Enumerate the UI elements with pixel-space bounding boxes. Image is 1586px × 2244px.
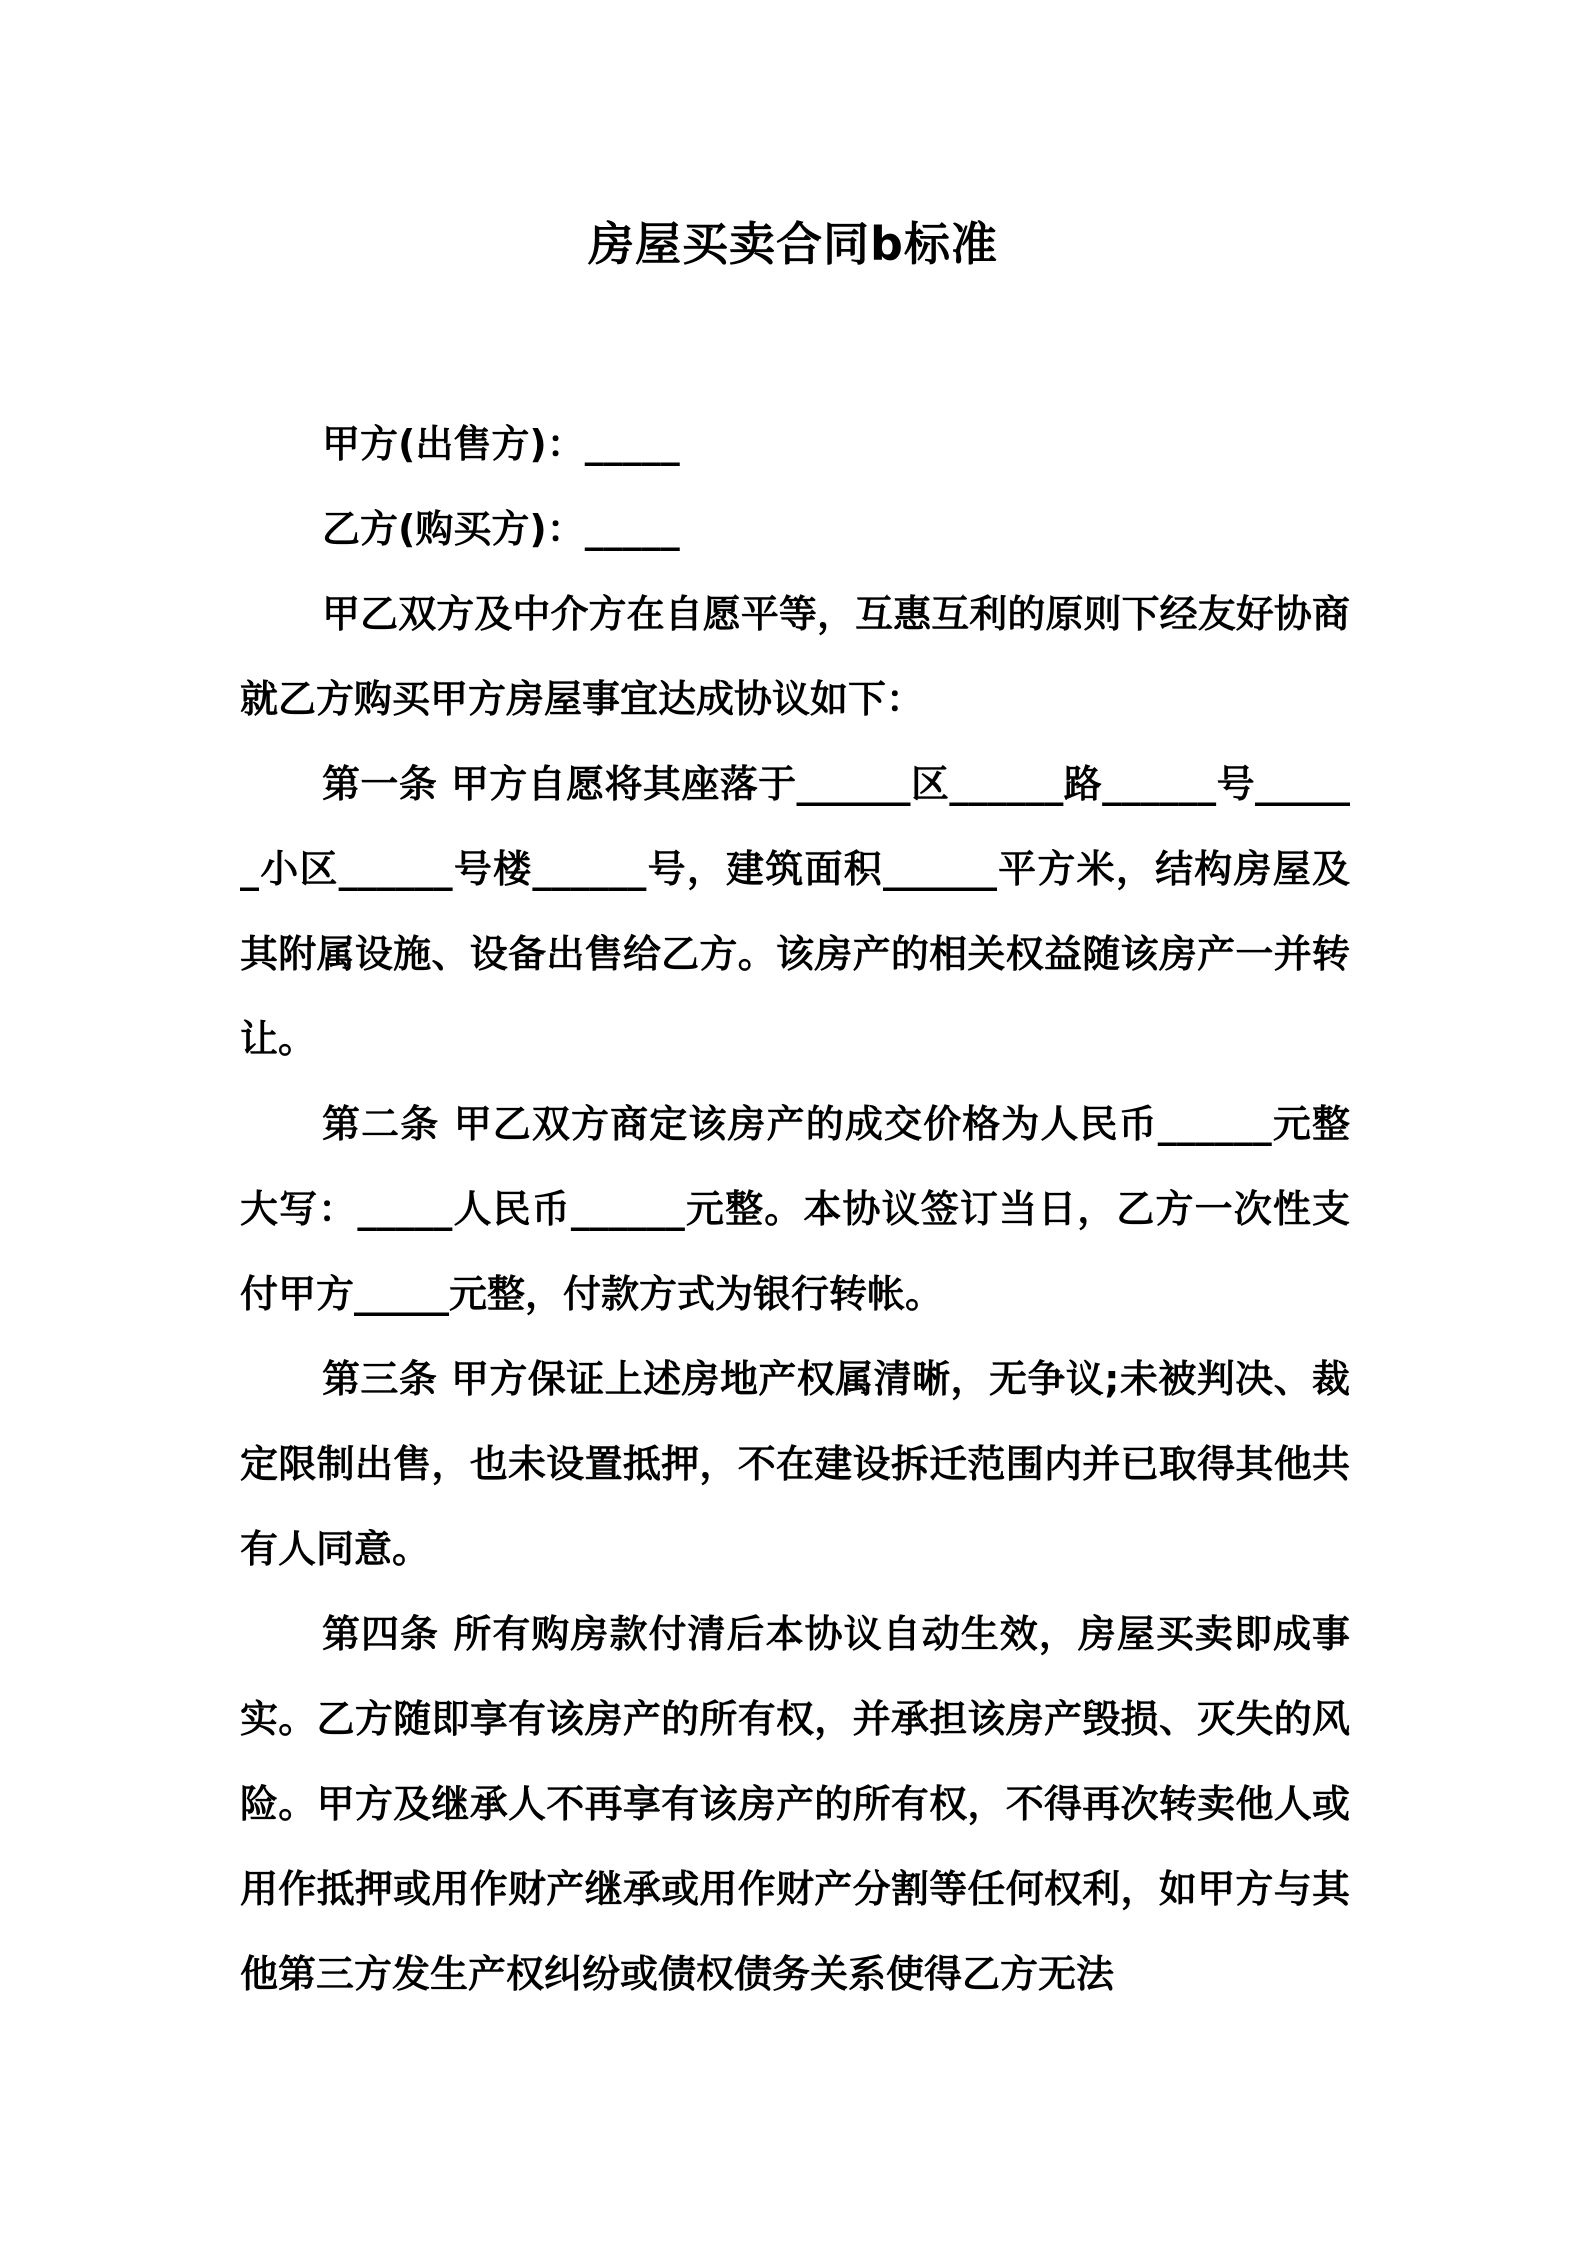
intro-paragraph: 甲乙双方及中介方在自愿平等，互惠互利的原则下经友好协商就乙方购买甲方房屋事宜达成协议如下： <box>240 592 1350 721</box>
article-4-paragraph: 第四条 所有购房款付清后本协议自动生效，房屋买卖即成事实。乙方随即享有该房产的所有权，并承担该房产毁损、灭失的风险。甲方及继承人不再享有该房产的所有权，不得再次转卖他人或用作抵押或用作财产继承或用作财产分割等任何权利，如甲方与其他第三方发生产权纠纷或债权债务关系使得乙方无法 <box>240 1612 1350 1996</box>
article-1-paragraph: 第一条 甲方自愿将其座落于______区______路______号______小区______号楼______号，建筑面积______平方米，结构房屋及其附属设施、设备出售给乙方。该房产的相关权益随该房产一并转让。 <box>240 762 1350 1061</box>
article-3-paragraph: 第三条 甲方保证上述房地产权属清晰，无争议;未被判决、裁定限制出售，也未设置抵押，不在建设拆迁范围内并已取得其他共有人同意。 <box>240 1357 1350 1571</box>
article-2-paragraph: 第二条 甲乙双方商定该房产的成交价格为人民币______元整大写：_____人民币______元整。本协议签订当日，乙方一次性支付甲方_____元整，付款方式为银行转帐。 <box>240 1102 1350 1316</box>
party-b-line: 乙方(购买方)：_____ <box>322 507 680 551</box>
document-body <box>240 402 1350 2017</box>
document-title: 房屋买卖合同b标准 <box>588 217 998 271</box>
party-a-line: 甲方(出售方)：_____ <box>322 422 680 466</box>
